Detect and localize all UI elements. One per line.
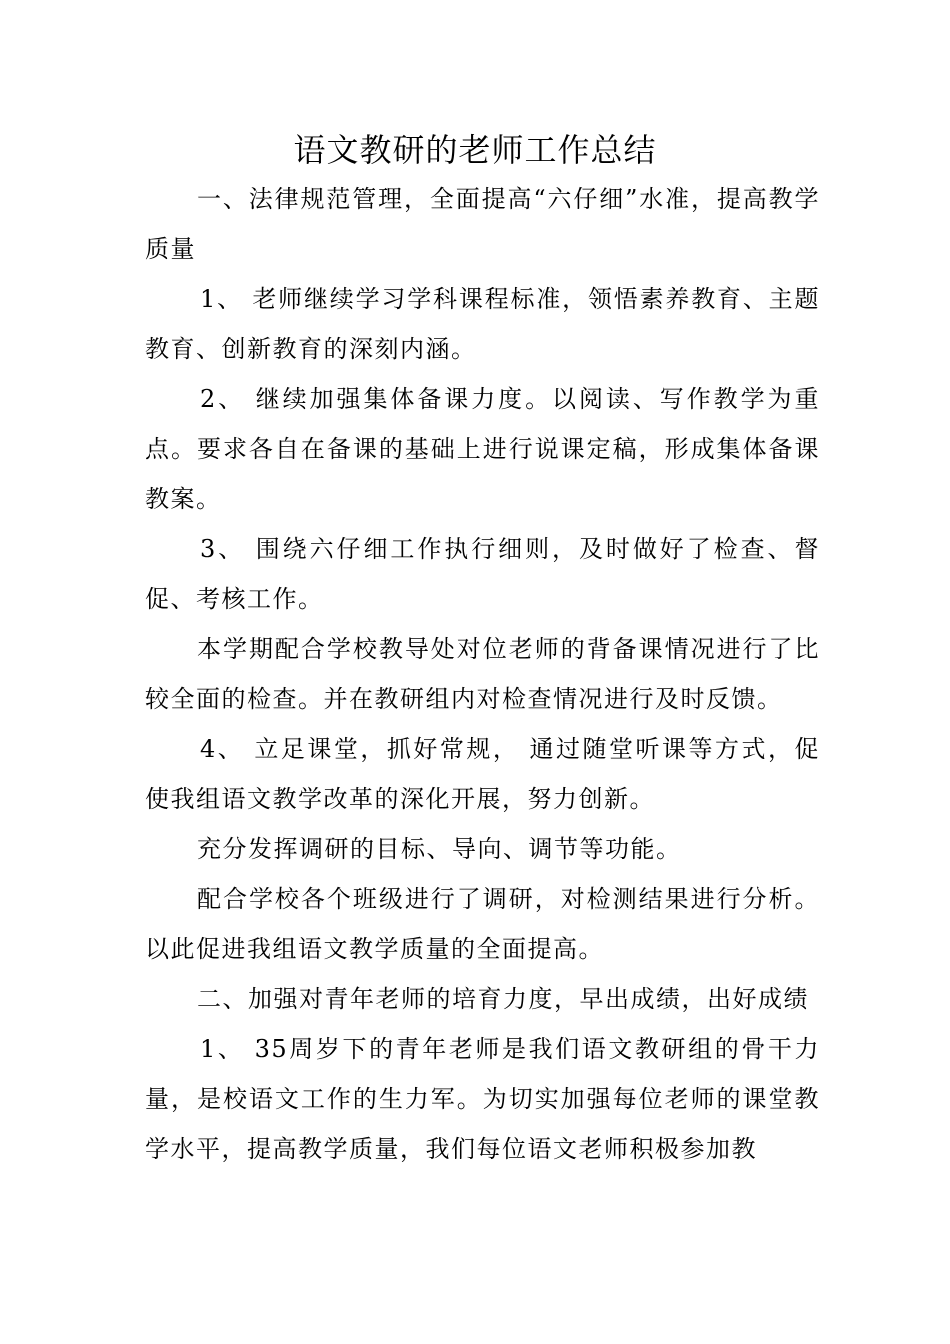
list-item-3: 3、 围绕六仔细工作执行细则，及时做好了检查、督促、考核工作。 — [145, 535, 820, 613]
section-heading-2: 二、加强对青年老师的培育力度，早出成绩，出好成绩 — [197, 985, 809, 1013]
list-item-4: 4、 立足课堂，抓好常规， 通过随堂听课等方式，促使我组语文教学改革的深化开展，努力创新。 — [145, 735, 820, 813]
section-heading-1: 一、法律规范管理，全面提高“六仔细”水准，提高教学质量 — [145, 185, 820, 263]
paragraph-research: 配合学校各个班级进行了调研，对检测结果进行分析。以此促进我组语文教学质量的全面提高。 — [145, 885, 820, 963]
document-title: 语文教研的老师工作总结 — [293, 131, 657, 169]
list-item-5: 1、 35周岁下的青年老师是我们语文教研组的骨干力量，是校语文工作的生力军。为切实加强每位老师的课堂教学水平，提高教学质量，我们每位语文老师积极参加教 — [145, 1035, 820, 1163]
paragraph-function: 充分发挥调研的目标、导向、调节等功能。 — [197, 835, 682, 863]
document-body — [145, 174, 820, 1174]
paragraph-check: 本学期配合学校教导处对位老师的背备课情况进行了比较全面的检查。并在教研组内对检查情况进行及时反馈。 — [145, 635, 820, 713]
list-item-2: 2、 继续加强集体备课力度。以阅读、写作教学为重点。要求各自在备课的基础上进行说课定稿，形成集体备课教案。 — [145, 385, 820, 513]
list-item-1: 1、 老师继续学习学科课程标准，领悟素养教育、主题教育、创新教育的深刻内涵。 — [145, 285, 820, 363]
